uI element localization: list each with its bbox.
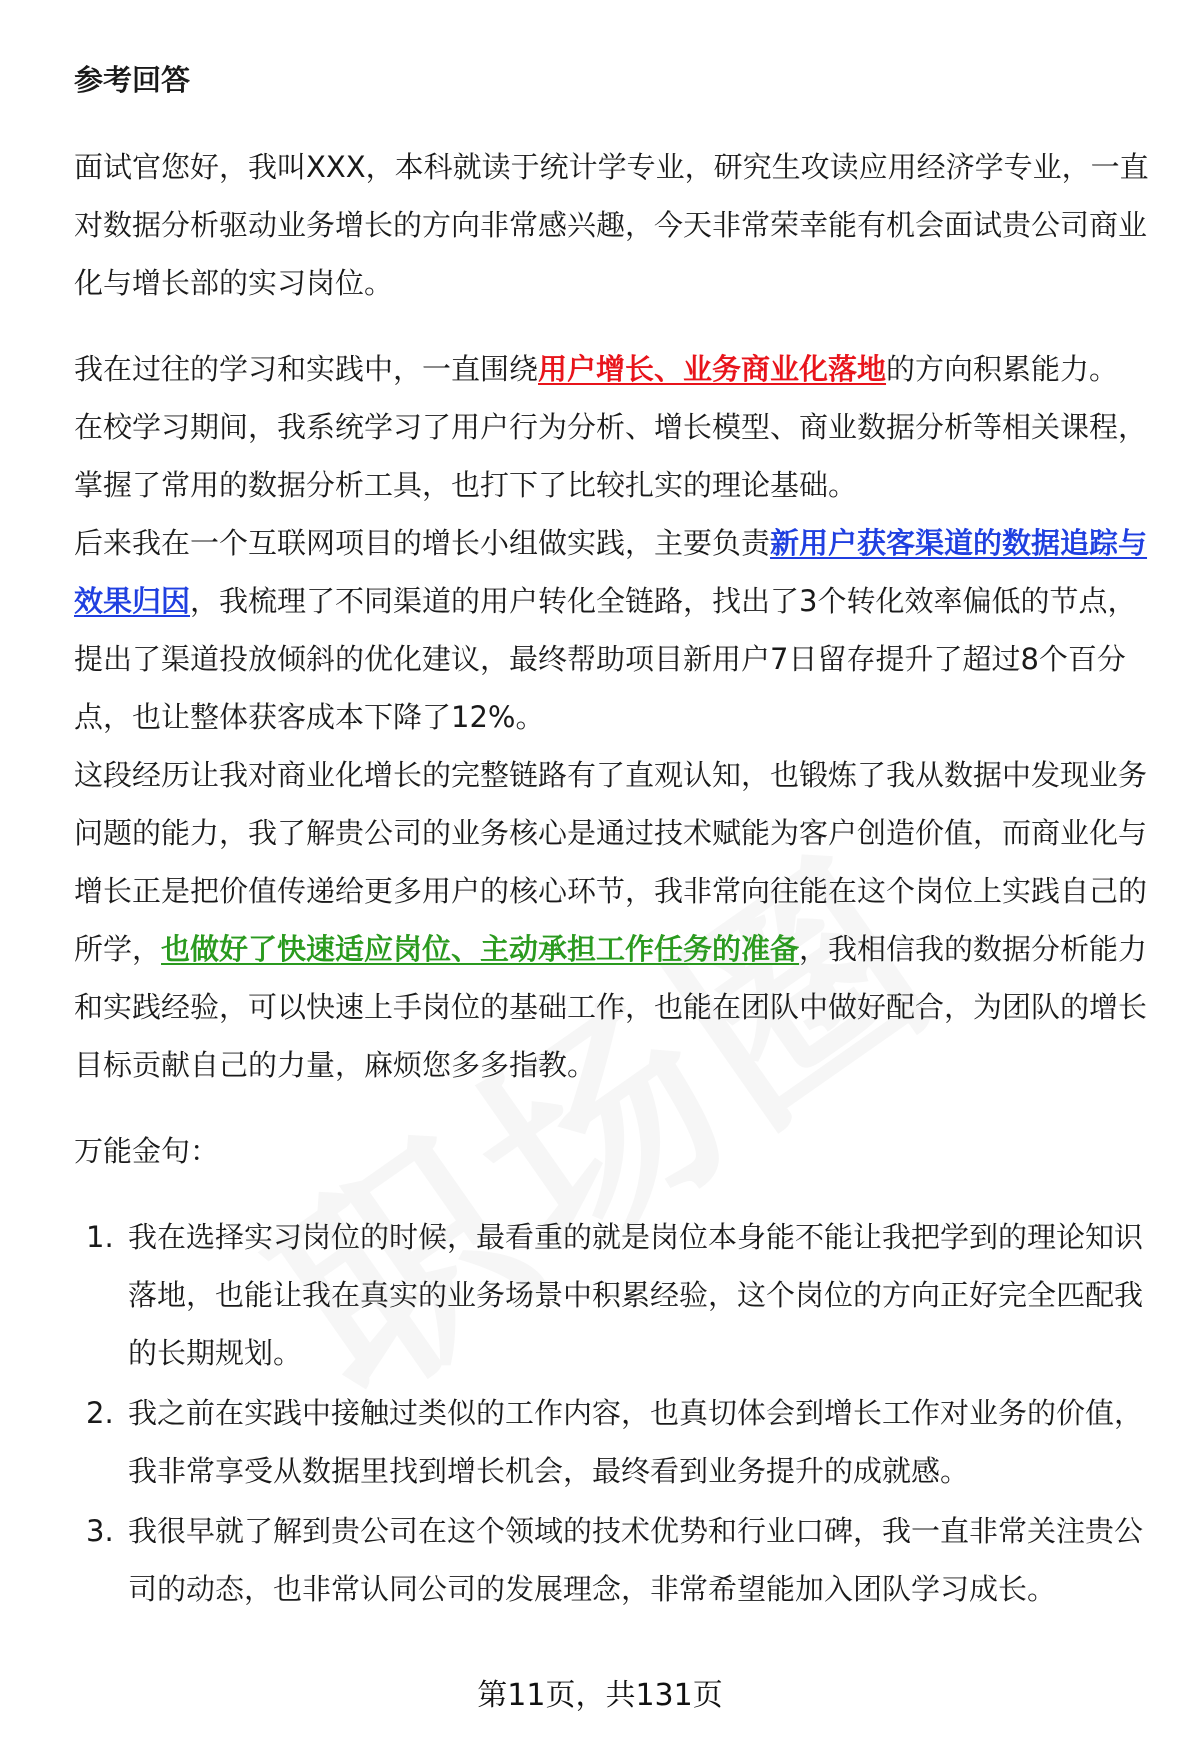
list-text: 我很早就了解到贵公司在这个领域的技术优势和行业口碑，我一直非常关注贵公司的动态，也非常认同公司的发展理念，非常希望能加入团队学习成长。 [128,1514,1144,1606]
text-run: 后来我在一个互联网项目的增长小组做实践，主要负责 [74,526,771,560]
list-item [74,1384,1154,1500]
text-run: ，我相信我的数据分析能力和实践经验，可以快速上手岗位的基础工作，也能在团队中做好配合，为团队的增长目标贡献自己的力量，麻烦您多多指教。 [74,932,1148,1082]
list-number: 3. [86,1514,114,1548]
list-text: 我在选择实习岗位的时候，最看重的就是岗位本身能不能让我把学到的理论知识落地，也能让我在真实的业务场景中积累经验，这个岗位的方向正好完全匹配我的长期规划。 [128,1220,1144,1370]
highlight-blue: 新用户获客渠道的数据追踪与效果归因 [74,526,1148,618]
experience-paragraph [74,340,1154,398]
section-title: 参考回答 [74,63,191,97]
list-text: 我之前在实践中接触过类似的工作内容，也真切体会到增长工作对业务的价值，我非常享受从数据里找到增长机会，最终看到业务提升的成就感。 [128,1396,1144,1488]
study-paragraph: 在校学习期间，我系统学习了用户行为分析、增长模型、商业数据分析等相关课程，掌握了常用的数据分析工具，也打下了比较扎实的理论基础。 [74,410,1148,502]
phrases-list [74,1208,1154,1618]
practice-paragraph [74,514,1154,746]
highlight-green: 也做好了快速适应岗位、主动承担工作任务的准备 [161,932,800,966]
text-run: ，我梳理了不同渠道的用户转化全链路，找出了3个转化效率偏低的节点，提出了渠道投放倾斜的优化建议，最终帮助项目新用户7日留存提升了超过8个百分点，也让整体获客成本下降了12%。 [74,584,1137,734]
phrases-title: 万能金句： [74,1134,220,1168]
text-run: 我在过往的学习和实践中，一直围绕 [74,352,539,386]
motivation-paragraph [74,746,1154,1094]
list-number: 2. [86,1396,114,1430]
list-number: 1. [86,1220,114,1254]
text-run: 这段经历让我对商业化增长的完整链路有了直观认知，也锻炼了我从数据中发现业务问题的能力，我了解贵公司的业务核心是通过技术赋能为客户创造价值，而商业化与增长正是把价值传递给更多用户的核心环节，我非常向往能在这个岗位上实践自己的所学， [74,758,1148,966]
highlight-red: 用户增长、业务商业化落地 [538,352,887,386]
document-content [74,60,1154,1620]
list-item [74,1208,1154,1382]
page-footer: 第11页，共131页 [477,1678,723,1713]
intro-paragraph: 面试官您好，我叫XXX，本科就读于统计学专业，研究生攻读应用经济学专业，一直对数据分析驱动业务增长的方向非常感兴趣，今天非常荣幸能有机会面试贵公司商业化与增长部的实习岗位。 [74,150,1149,300]
text-run: 的方向积累能力。 [886,352,1119,386]
list-item [74,1502,1154,1618]
